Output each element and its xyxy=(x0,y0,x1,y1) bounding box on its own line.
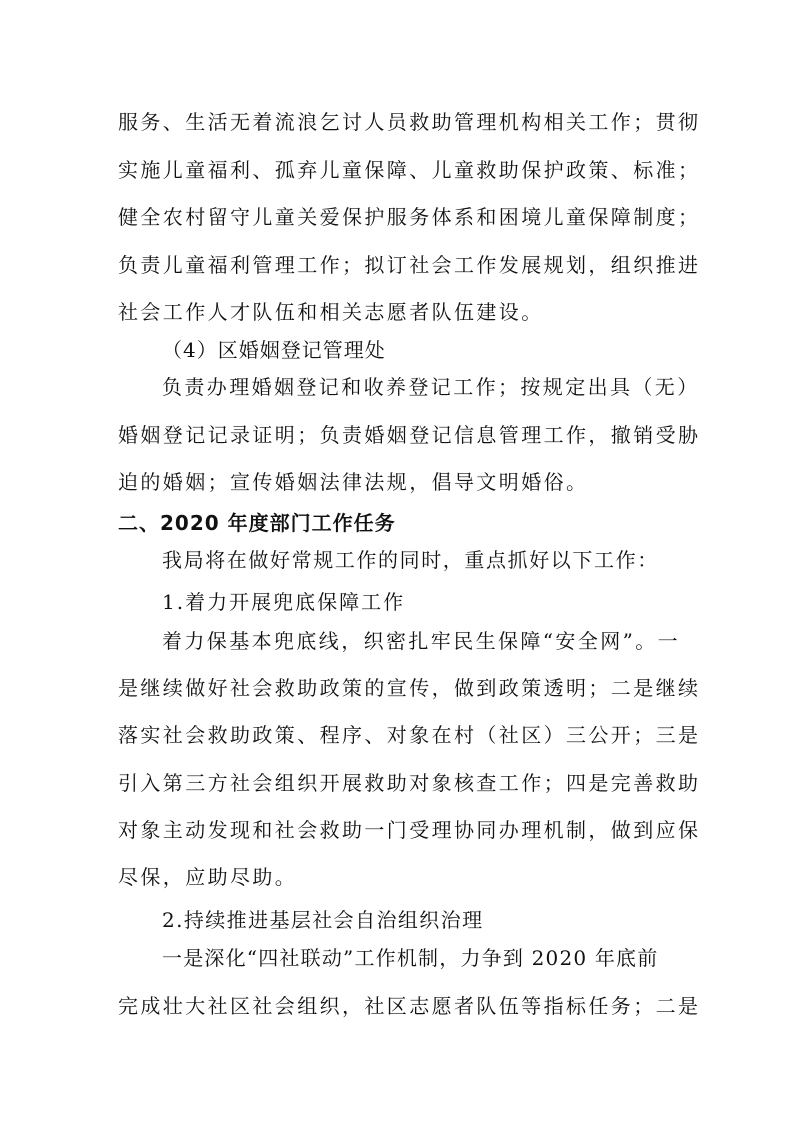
paragraph-line: 社会工作人才队伍和相关志愿者队伍建设。 xyxy=(118,300,544,324)
paragraph-line: 婚姻登记记录证明；负责婚姻登记信息管理工作，撤销受胁 xyxy=(118,423,701,447)
paragraph-line: 尽保，应助尽助。 xyxy=(118,865,298,889)
paragraph-line: 着力保基本兜底线，织密扎牢民生保障“安全网”。一 xyxy=(162,629,681,653)
paragraph-line: 一是深化“四社联动”工作机制，力争到 2020 年底前 xyxy=(162,946,659,970)
paragraph-line: 是继续做好社会救助政策的宣传，做到政策透明；二是继续 xyxy=(118,676,701,700)
paragraph-line: 迫的婚姻；宣传婚姻法律法规，倡导文明婚俗。 xyxy=(118,470,589,494)
section-subheading: （4）区婚姻登记管理处 xyxy=(162,338,386,362)
subsection-heading: 2.持续推进基层社会自治组织治理 xyxy=(162,908,484,932)
paragraph-line: 负责办理婚姻登记和收养登记工作；按规定出具（无） xyxy=(162,375,700,399)
paragraph-line: 服务、生活无着流浪乞讨人员救助管理机构相关工作；贯彻 xyxy=(118,110,701,134)
paragraph-line: 实施儿童福利、孤弃儿童保障、儿童救助保护政策、标准； xyxy=(118,158,701,182)
paragraph-line: 落实社会救助政策、程序、对象在村（社区）三公开；三是 xyxy=(118,723,701,747)
paragraph-line: 健全农村留守儿童关爱保护服务体系和困境儿童保障制度； xyxy=(118,205,701,229)
paragraph-line: 我局将在做好常规工作的同时，重点抓好以下工作： xyxy=(162,548,659,572)
paragraph-line: 负责儿童福利管理工作；拟订社会工作发展规划，组织推进 xyxy=(118,253,701,277)
paragraph-line: 对象主动发现和社会救助一门受理协同办理机制，做到应保 xyxy=(118,818,701,842)
section-heading: 二、2020 年度部门工作任务 xyxy=(118,511,396,535)
subsection-heading: 1.着力开展兜底保障工作 xyxy=(162,590,406,614)
paragraph-line: 完成壮大社区社会组织，社区志愿者队伍等指标任务；二是 xyxy=(118,994,701,1018)
paragraph-line: 引入第三方社会组织开展救助对象核查工作；四是完善救助 xyxy=(118,771,701,795)
